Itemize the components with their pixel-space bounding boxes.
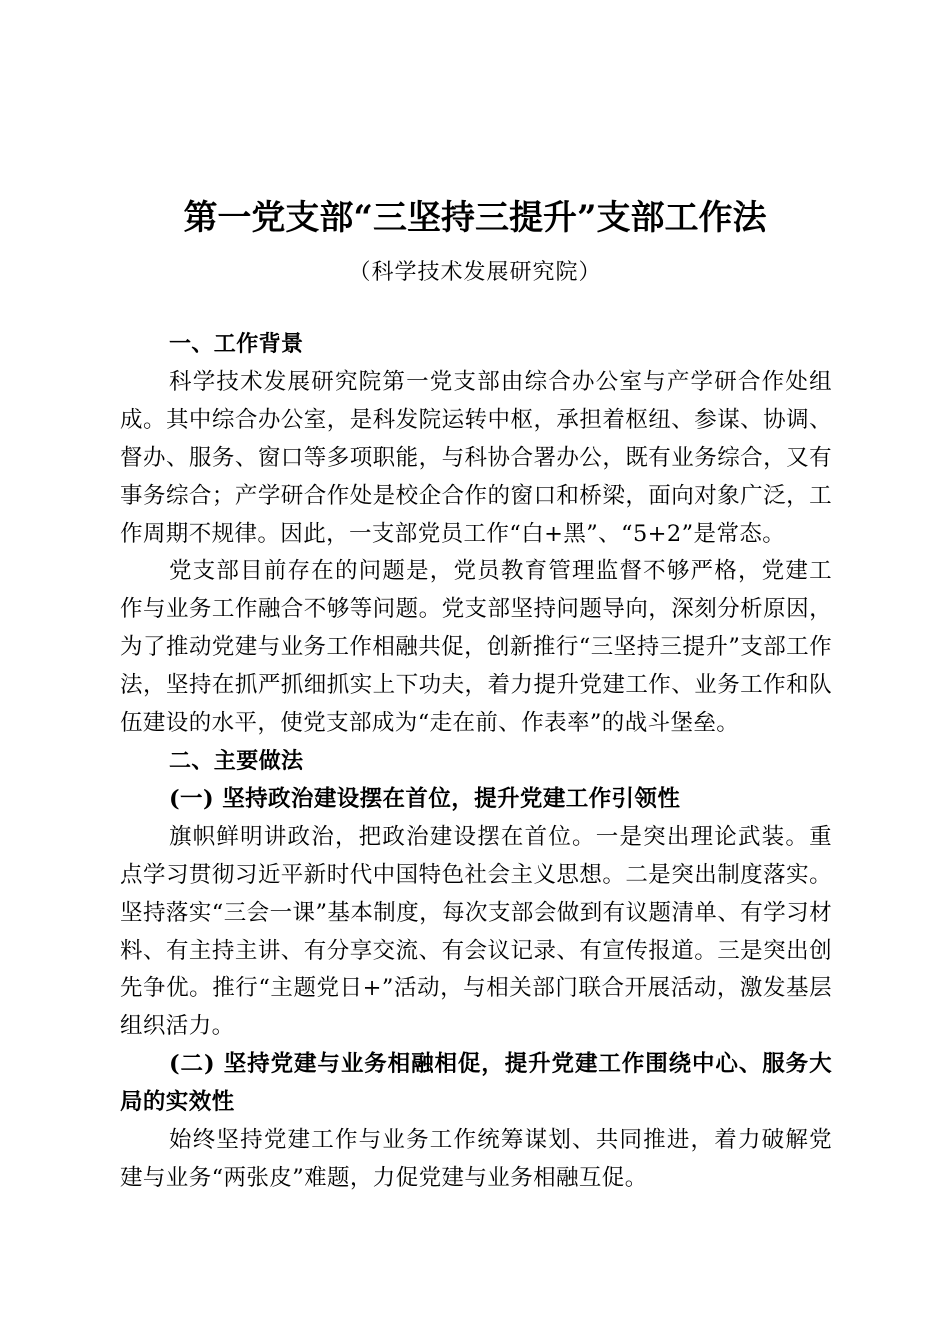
section-heading-background: 一、工作背景 [169, 332, 304, 357]
document-body [120, 326, 832, 1198]
subsection-heading-political: (一) 坚持政治建设摆在首位，提升党建工作引领性 [169, 785, 681, 812]
section-heading-practices: 二、主要做法 [169, 748, 304, 774]
background-paragraph-2: 党支部目前存在的问题是，党员教育管理监督不够严格，党建工作与业务工作融合不够等问题。党支部坚持问题导向，深刻分析原因，为了推动党建与业务工作相融共促，创新推行“三坚持三提升”支部工作法，坚持在抓严抓细抓实上下功夫，着力提升党建工作、业务工作和队伍建设的水平，使党支部成为“走在前、作表率”的战斗堡垒。 [120, 558, 832, 737]
political-paragraph: 旗帜鲜明讲政治，把政治建设摆在首位。一是突出理论武装。重点学习贯彻习近平新时代中国特色社会主义思想。二是突出制度落实。坚持落实“三会一课”基本制度，每次支部会做到有议题清单、有学习材料、有主持主讲、有分享交流、有会议记录、有宣传报道。三是突出创先争优。推行“主题党日+”活动，与相关部门联合开展活动，激发基层组织活力。 [120, 823, 832, 1040]
document-title: 第一党支部“三坚持三提升”支部工作法 [183, 198, 767, 238]
background-paragraph-1: 科学技术发展研究院第一党支部由综合办公室与产学研合作处组成。其中综合办公室，是科发院运转中枢，承担着枢纽、参谋、协调、督办、服务、窗口等多项职能，与科协合署办公，既有业务综合，又有事务综合；产学研合作处是校企合作的窗口和桥梁，面向对象广泛，工作周期不规律。因此，一支部党员工作“白+黑”、“5+2”是常态。 [120, 368, 832, 547]
subsection-heading-integration: (二) 坚持党建与业务相融相促，提升党建工作围绕中心、服务大局的实效性 [120, 1051, 832, 1116]
integration-paragraph: 始终坚持党建工作与业务工作统筹谋划、共同推进，着力破解党建与业务“两张皮”难题，力促党建与业务相融互促。 [120, 1127, 832, 1191]
document-subtitle: （科学技术发展研究院） [348, 260, 602, 285]
